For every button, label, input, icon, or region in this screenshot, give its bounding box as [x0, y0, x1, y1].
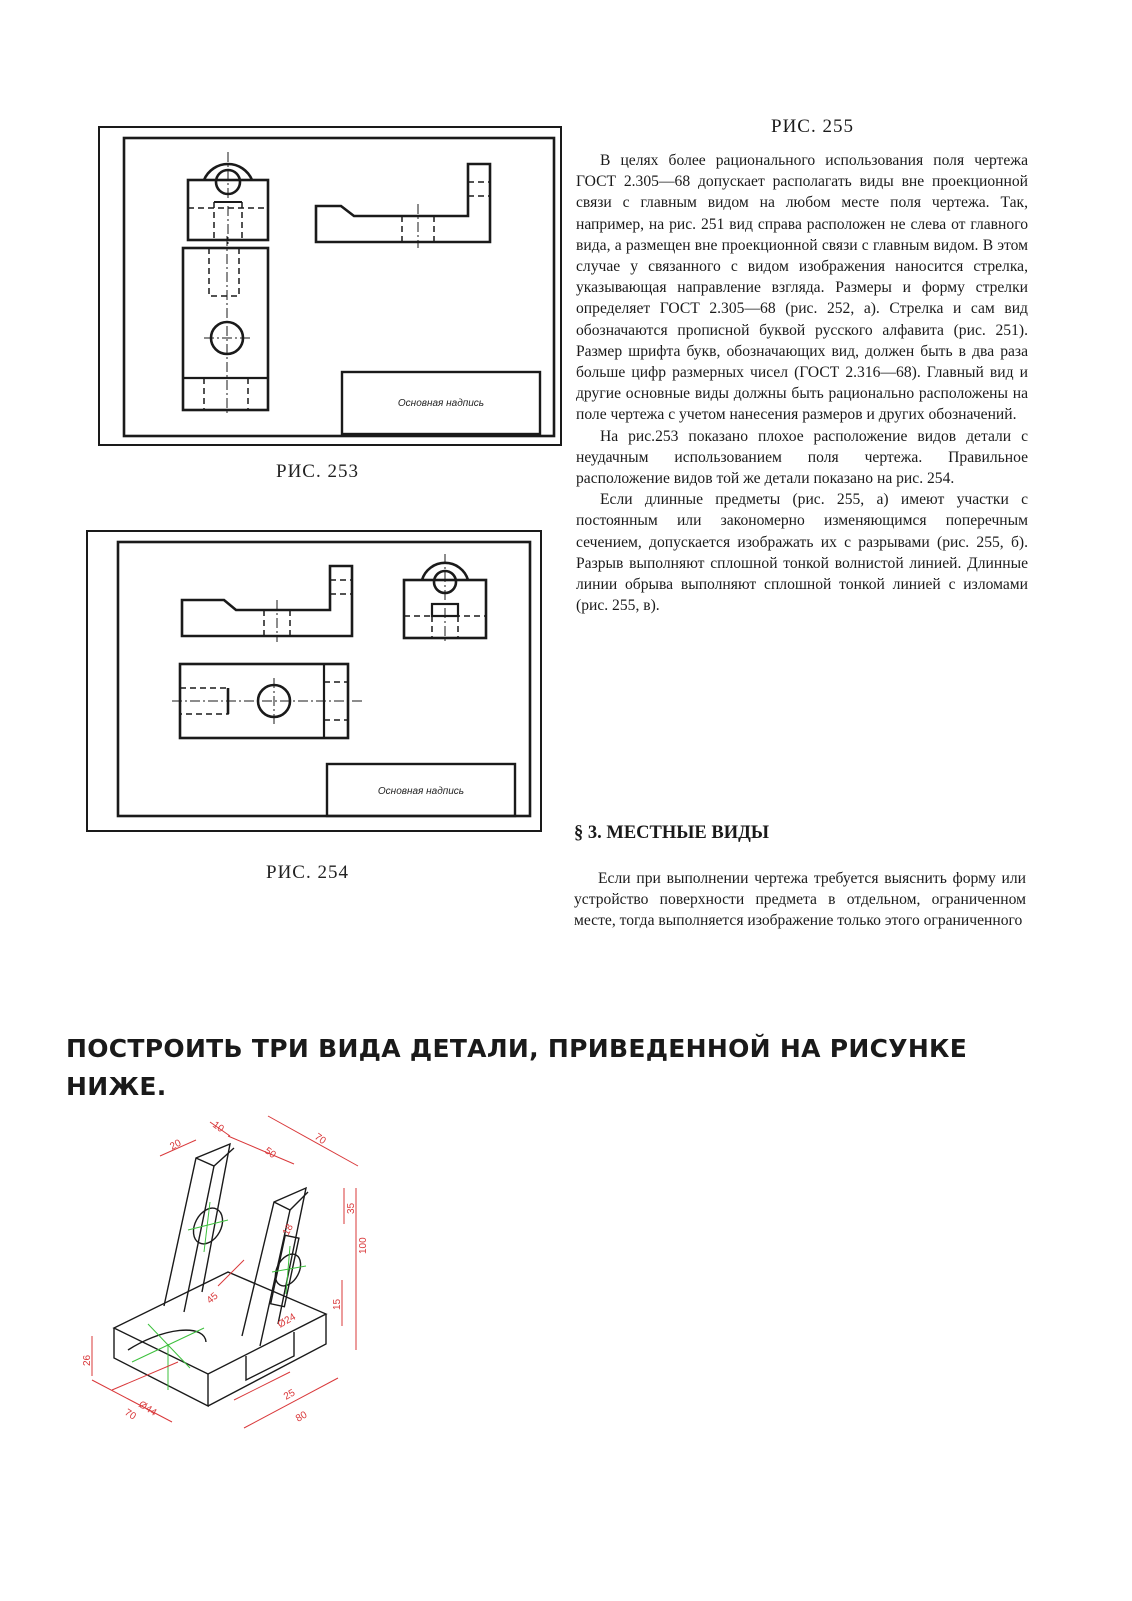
- body-text: [576, 150, 1028, 616]
- figure-254: [84, 528, 544, 834]
- dim-20: 20: [168, 1137, 184, 1153]
- dim-18: 18: [280, 1222, 296, 1238]
- dim-15: 15: [332, 1298, 343, 1310]
- dim-80: 80: [294, 1409, 310, 1425]
- dim-100: 100: [358, 1237, 369, 1254]
- figure-253-caption: РИС. 253: [276, 461, 359, 482]
- task-heading: ПОСТРОИТЬ ТРИ ВИДА ДЕТАЛИ, ПРИВЕДЕННОЙ НА РИСУНКЕ НИЖЕ.: [66, 1034, 968, 1101]
- dim-phi24: Ø24: [276, 1311, 298, 1331]
- dim-45: 45: [204, 1290, 221, 1307]
- section-title: § 3. МЕСТНЫЕ ВИДЫ: [574, 823, 770, 843]
- dim-10: 10: [210, 1119, 226, 1135]
- figure-254-caption: РИС. 254: [266, 862, 349, 883]
- dim-70-top: 70: [312, 1131, 328, 1147]
- isometric-part-drawing: [68, 1110, 388, 1460]
- body-text-continued: [574, 868, 1026, 932]
- paragraph: В целях более рационального использования поля чертежа ГОСТ 2.305—68 допускает располагать виды вне проекционной связи с главным видом на любом месте поля чертежа. Так, например, на рис. 251 вид справа расположен не слева от главного вида, а размещен вне проекционной связи с главным видом. В этом случае у связанного с видом изображения наносится стрелка, указывающая направление взгляда. Размеры и форму стрелки определяет ГОСТ 2.305—68 (рис. 252, а). Стрелка и сам вид обозначаются прописной буквой русского алфавита (рис. 251). Размер шрифта букв, обозначающих вид, должен быть в два раза больше цифр размерных чисел (ГОСТ 2.316—68). Главный вид и другие основные виды должны быть рационально расположены на поле чертежа с учетом нанесения размеров и других обозначений.: [576, 152, 1028, 424]
- dim-70: 70: [122, 1407, 138, 1423]
- dim-50: 50: [262, 1145, 278, 1161]
- paragraph: Если при выполнении чертежа требуется выяснить форму или устройство поверхности предмета в отдельном, ограниченном месте, тогда выполняется изображение только этого ограниченного: [574, 870, 1026, 930]
- paragraph: Если длинные предметы (рис. 255, а) имеют участки с постоянным или закономерно изменяющимся поперечным сечением, допускается изображать их с разрывами (рис. 255, б). Разрыв выполняют сплошной тонкой волнистой линией. Длинные линии обрыва выполняют сплошной тонкой линией с изломами (рис. 255, в).: [576, 491, 1028, 615]
- title-block-label: Основная надпись: [377, 786, 465, 797]
- figure-253: [96, 124, 566, 450]
- paragraph: На рис.253 показано плохое расположение видов детали с неудачным использованием поля чертежа. Правильное расположение видов той же детали показано на рис. 254.: [576, 427, 1028, 488]
- figure-255-caption: РИС. 255: [771, 116, 854, 137]
- dim-25: 25: [282, 1387, 298, 1403]
- dim-26: 26: [82, 1354, 93, 1366]
- dim-35: 35: [346, 1202, 357, 1214]
- title-block-label: Основная надпись: [397, 398, 485, 409]
- dim-phi44: Ø44: [136, 1399, 159, 1419]
